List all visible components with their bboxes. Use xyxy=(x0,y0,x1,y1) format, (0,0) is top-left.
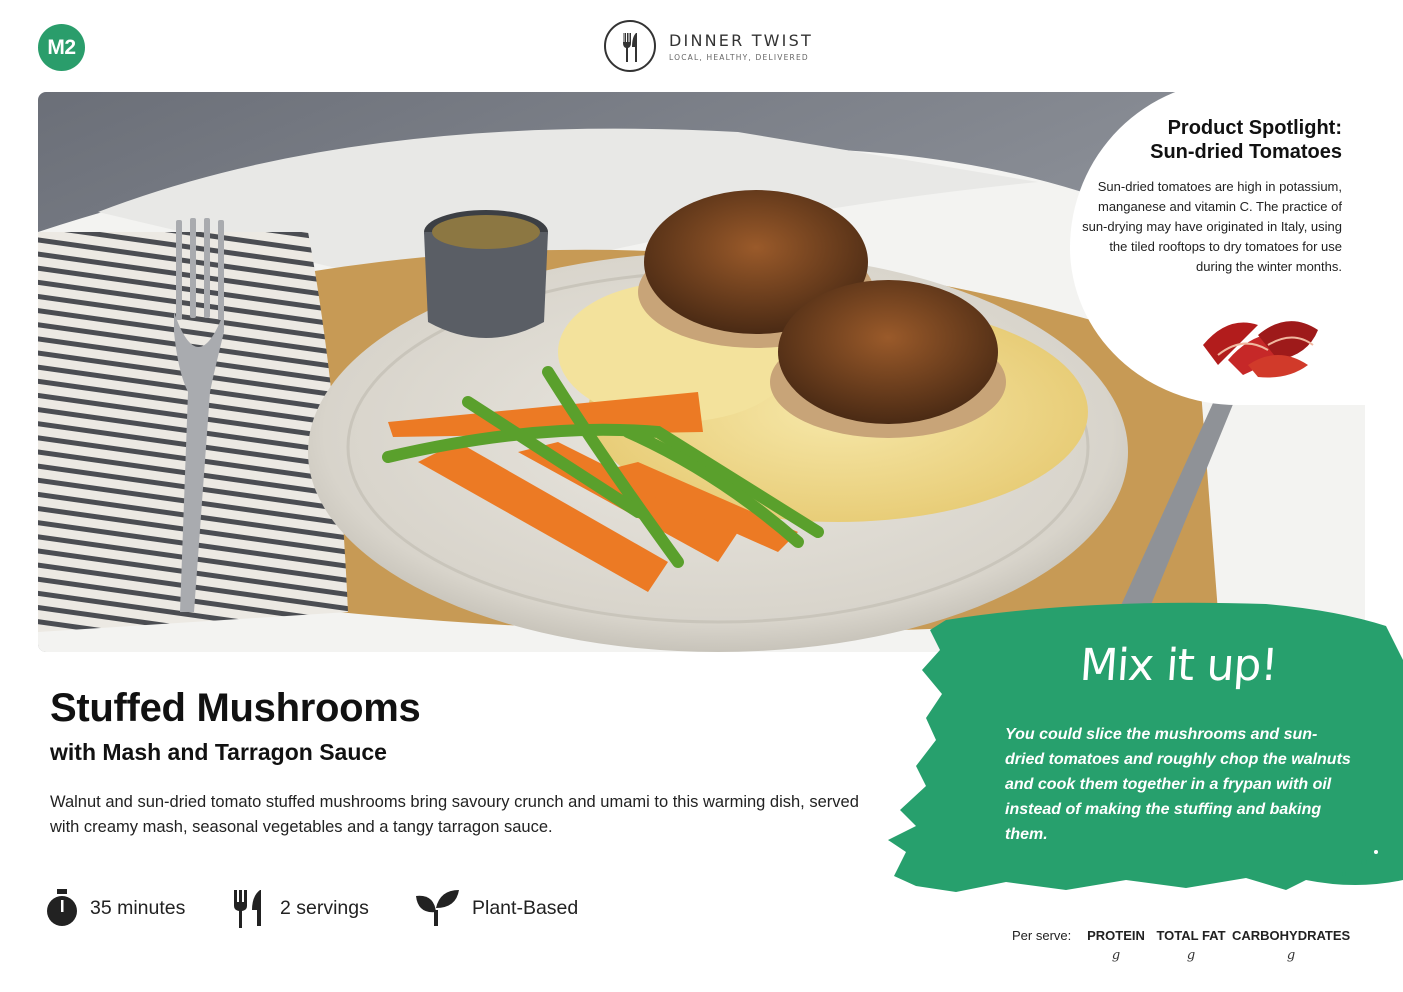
nutrition-label: Per serve: xyxy=(1012,928,1072,943)
spotlight-title: Product Spotlight: Sun-dried Tomatoes xyxy=(1150,117,1342,163)
nutrition-total-fat: TOTAL FAT g xyxy=(1156,928,1226,963)
sun-dried-tomatoes-image xyxy=(1198,305,1323,385)
meta-time xyxy=(46,888,185,928)
nutrition-carbohydrates: CARBOHYDRATES g xyxy=(1232,928,1351,963)
brand-name: DINNER TWIST xyxy=(669,30,813,50)
time-text: 35 minutes xyxy=(90,896,186,919)
meta-diet xyxy=(416,888,578,928)
spotlight-body: Sun-dried tomatoes are high in potassium, manganese and vitamin C. The practice of sun-drying may have originated in Italy, using the tiled rooftops to dry tomatoes for use during the winter months. xyxy=(1082,179,1342,274)
product-spotlight xyxy=(1070,80,1403,405)
recipe-title: Stuffed Mushrooms xyxy=(50,686,421,730)
cutlery-icon xyxy=(232,888,268,928)
nutrition-protein: PROTEIN g xyxy=(1087,928,1145,963)
recipe-subtitle: with Mash and Tarragon Sauce xyxy=(50,739,387,765)
brand-logo xyxy=(603,19,813,73)
servings-text: 2 servings xyxy=(280,896,369,919)
meta-servings xyxy=(232,888,369,928)
mix-it-up-title: Mix it up! xyxy=(1078,640,1279,691)
fork-knife-icon xyxy=(603,19,657,73)
diet-text: Plant-Based xyxy=(472,896,579,919)
mix-it-up-body: You could slice the mushrooms and sun-dried tomatoes and roughly chop the walnuts and cook them together in a frypan with oil instead of making the stuffing and baking them. xyxy=(1005,726,1351,843)
recipe-description: Walnut and sun-dried tomato stuffed mushrooms bring savoury crunch and umami to this warming dish, served with creamy mash, seasonal vegetables and a tangy tarragon sauce. xyxy=(50,793,859,836)
brand-tagline: LOCAL, HEALTHY, DELIVERED xyxy=(669,52,809,62)
sprout-icon xyxy=(416,888,460,928)
menu-code-badge: M2 xyxy=(38,24,85,71)
stopwatch-icon xyxy=(46,888,78,928)
